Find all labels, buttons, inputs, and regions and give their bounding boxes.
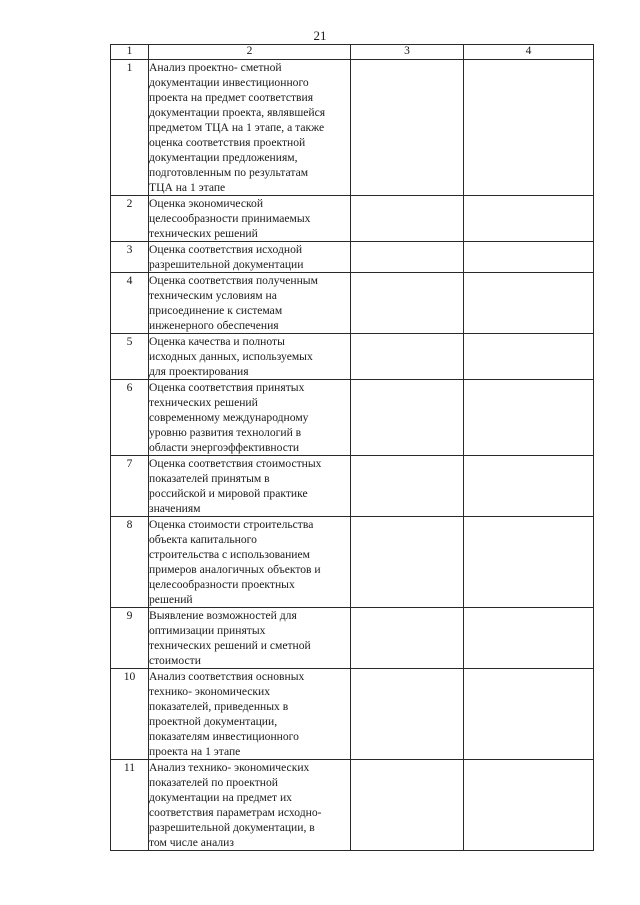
description-line: инженерного обеспечения [149,319,279,332]
row-col-4 [464,380,594,456]
row-description [149,456,351,517]
row-col-4 [464,334,594,380]
description-line: оптимизации принятых [149,624,266,637]
description-line: документации предложениям, [149,151,298,164]
description-line: Оценка соответствия исходной [149,243,303,256]
description-line: уровню развития технологий в [149,426,302,439]
row-col-3 [351,456,464,517]
description-line: Оценка качества и полноты [149,335,285,348]
row-number: 7 [111,456,149,517]
row-col-3 [351,517,464,608]
row-col-4 [464,760,594,851]
table-row [111,380,594,456]
description-line: техническим условиям на [149,289,277,302]
row-col-3 [351,273,464,334]
table-row [111,608,594,669]
row-number: 5 [111,334,149,380]
row-col-3 [351,242,464,273]
description-line: документации на предмет их [149,791,292,804]
row-col-4 [464,608,594,669]
row-description [149,242,351,273]
row-col-3 [351,760,464,851]
description-line: целесообразности принимаемых [149,212,311,225]
row-description [149,60,351,196]
row-col-3 [351,608,464,669]
description-line: исходных данных, используемых [149,350,313,363]
row-number: 6 [111,380,149,456]
table-row [111,456,594,517]
row-number: 8 [111,517,149,608]
row-description [149,334,351,380]
table-header-row [111,45,594,60]
row-col-4 [464,60,594,196]
description-line: Анализ технико- экономических [149,761,310,774]
description-line: соответствия параметрам исходно- [149,806,322,819]
table-row [111,60,594,196]
row-col-3 [351,334,464,380]
description-line: значениям [149,502,201,515]
table-row [111,334,594,380]
table-row [111,669,594,760]
description-line: предметом ТЦА на 1 этапе, а также [149,121,325,134]
description-line: российской и мировой практике [149,487,308,500]
table-row [111,242,594,273]
description-line: для проектирования [149,365,249,378]
page-number: 21 [313,28,327,43]
row-number: 4 [111,273,149,334]
description-line: технико- экономических [149,685,271,698]
row-number: 3 [111,242,149,273]
table-row [111,760,594,851]
description-line: разрешительной документации [149,258,304,271]
description-line: проекта на 1 этапе [149,745,241,758]
description-line: стоимости [149,654,201,667]
header-col-2: 2 [149,45,351,60]
description-line: ТЦА на 1 этапе [149,181,226,194]
row-col-4 [464,456,594,517]
description-line: том числе анализ [149,836,234,849]
description-line: Оценка экономической [149,197,264,210]
description-line: Оценка стоимости строительства [149,518,314,531]
description-line: проекта на предмет соответствия [149,91,314,104]
description-line: показателей по проектной [149,776,279,789]
description-line: показателям инвестиционного [149,730,299,743]
row-col-3 [351,60,464,196]
description-line: проектной документации, [149,715,278,728]
row-col-4 [464,242,594,273]
description-line: технических решений [149,227,258,240]
description-line: оценка соответствия проектной [149,136,306,149]
row-number: 9 [111,608,149,669]
description-line: технических решений и сметной [149,639,311,652]
row-description [149,380,351,456]
description-line: Анализ соответствия основных [149,670,305,683]
description-line: современному международному [149,411,309,424]
row-number: 10 [111,669,149,760]
row-col-4 [464,273,594,334]
description-line: подготовленным по результатам [149,166,309,179]
row-number: 2 [111,196,149,242]
row-description [149,608,351,669]
row-number: 1 [111,60,149,196]
description-line: показателей, приведенных в [149,700,289,713]
row-col-4 [464,669,594,760]
assessment-table [110,44,594,851]
row-description [149,760,351,851]
description-line: Оценка соответствия принятых [149,381,305,394]
header-col-1: 1 [111,45,149,60]
table-row [111,517,594,608]
description-line: Оценка соответствия полученным [149,274,318,287]
row-description [149,517,351,608]
description-line: объекта капитального [149,533,257,546]
table-row [111,196,594,242]
description-line: показателей принятым в [149,472,270,485]
header-col-3: 3 [351,45,464,60]
description-line: документации проекта, являвшейся [149,106,326,119]
description-line: решений [149,593,193,606]
description-line: области энергоэффективности [149,441,300,454]
row-col-3 [351,669,464,760]
row-description [149,273,351,334]
description-line: целесообразности проектных [149,578,295,591]
description-line: технических решений [149,396,258,409]
description-line: Оценка соответствия стоимостных [149,457,322,470]
row-description [149,196,351,242]
description-line: примеров аналогичных объектов и [149,563,321,576]
row-col-3 [351,196,464,242]
row-number: 11 [111,760,149,851]
table-row [111,273,594,334]
row-col-4 [464,517,594,608]
description-line: Выявление возможностей для [149,609,297,622]
row-col-3 [351,380,464,456]
description-line: строительства с использованием [149,548,310,561]
description-line: присоединение к системам [149,304,283,317]
description-line: Анализ проектно- сметной [149,61,282,74]
row-col-4 [464,196,594,242]
header-col-4: 4 [464,45,594,60]
description-line: документации инвестиционного [149,76,309,89]
description-line: разрешительной документации, в [149,821,315,834]
row-description [149,669,351,760]
